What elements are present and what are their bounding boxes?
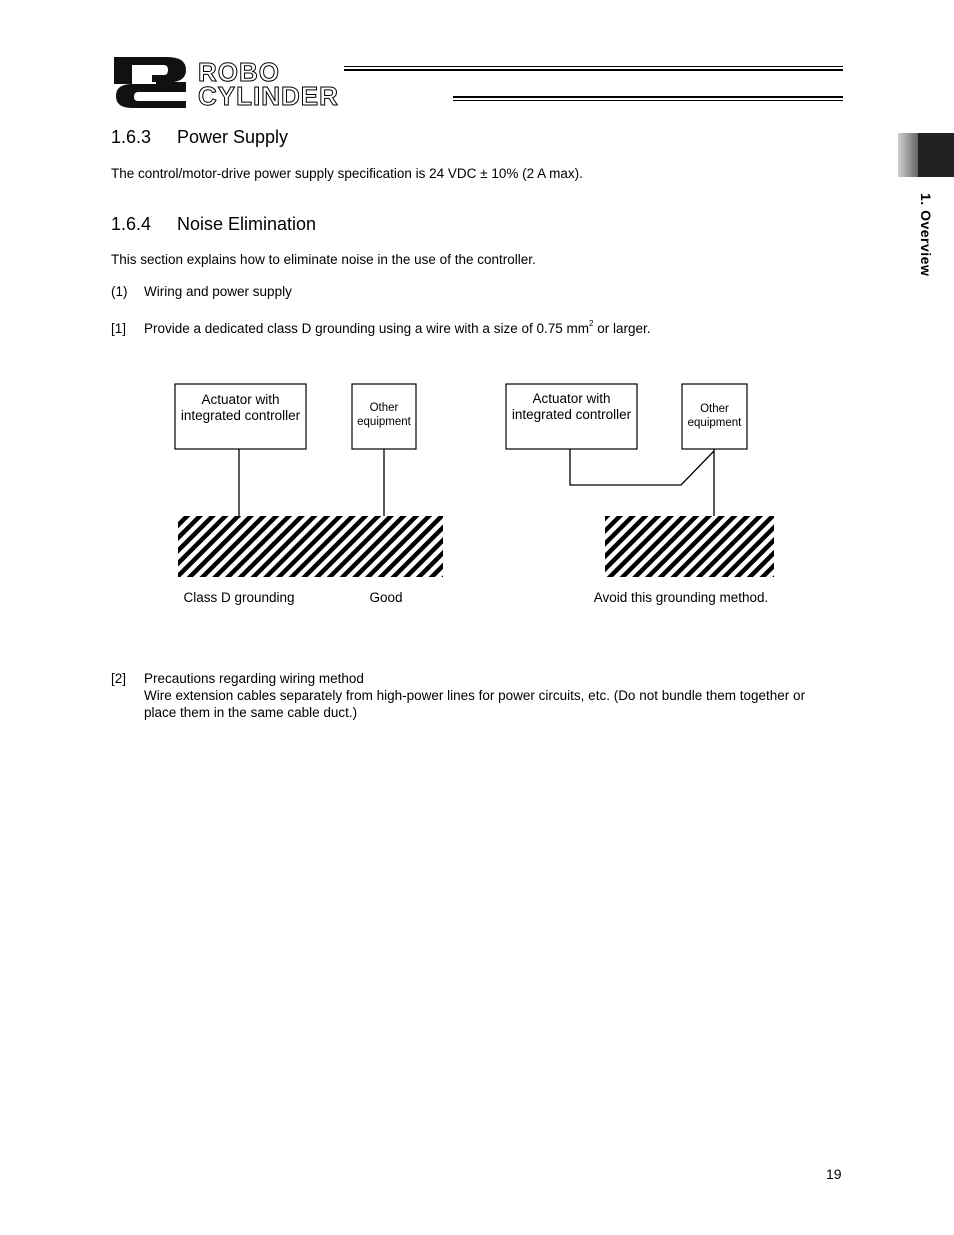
actuator-label-line1: Actuator with bbox=[201, 392, 280, 407]
step-text-end: or larger. bbox=[593, 321, 651, 336]
page-number: 19 bbox=[826, 1166, 842, 1182]
caption-class-d: Class D grounding bbox=[183, 590, 295, 605]
other-label-line1: Other bbox=[700, 403, 729, 415]
section-title: Noise Elimination bbox=[177, 214, 317, 234]
section-title: Power Supply bbox=[177, 127, 289, 147]
noise-intro-text: This section explains how to eliminate noise in the use of the controller. bbox=[111, 252, 536, 267]
chapter-tab-label: 1. Overview bbox=[918, 193, 934, 277]
ground-hatch-good bbox=[178, 516, 443, 577]
section-number: 1.6.4 bbox=[111, 214, 152, 234]
other-label-line2: equipment bbox=[357, 416, 411, 428]
other-label-line1: Other bbox=[369, 402, 399, 414]
step-marker: [2] bbox=[111, 671, 127, 686]
actuator-label-line2: integrated controller bbox=[180, 408, 301, 423]
ground-hatch-avoid bbox=[605, 516, 774, 577]
actuator-label-line1: Actuator with bbox=[532, 391, 611, 406]
actuator-label-line2: integrated controller bbox=[511, 407, 632, 422]
list-text: Wiring and power supply bbox=[144, 284, 292, 299]
other-label-line2: equipment bbox=[687, 417, 742, 429]
step-2-wiring-method bbox=[111, 670, 851, 721]
step-body-line2: place them in the same cable duct.) bbox=[144, 705, 358, 720]
superscript: 2 bbox=[588, 319, 594, 328]
power-supply-text: The control/motor-drive power supply specification is 24 VDC ± 10% (2 A max). bbox=[111, 166, 583, 181]
step-text: Provide a dedicated class D grounding using a wire with a size of 0.75 mm bbox=[144, 321, 589, 336]
list-marker: (1) bbox=[111, 284, 128, 299]
step-title: Precautions regarding wiring method bbox=[144, 671, 364, 686]
logo-word-cylinder: CYLINDER bbox=[198, 81, 339, 111]
caption-avoid: Avoid this grounding method. bbox=[593, 590, 769, 605]
step-body-line1: Wire extension cables separately from high-power lines for power circuits, etc. (Do not bundle them together or bbox=[144, 688, 806, 703]
shared-ground-wire bbox=[570, 449, 714, 485]
logo-word-robo: ROBO bbox=[198, 57, 280, 87]
caption-good: Good bbox=[369, 590, 403, 605]
step-marker: [1] bbox=[111, 321, 127, 336]
section-number: 1.6.3 bbox=[111, 127, 152, 147]
